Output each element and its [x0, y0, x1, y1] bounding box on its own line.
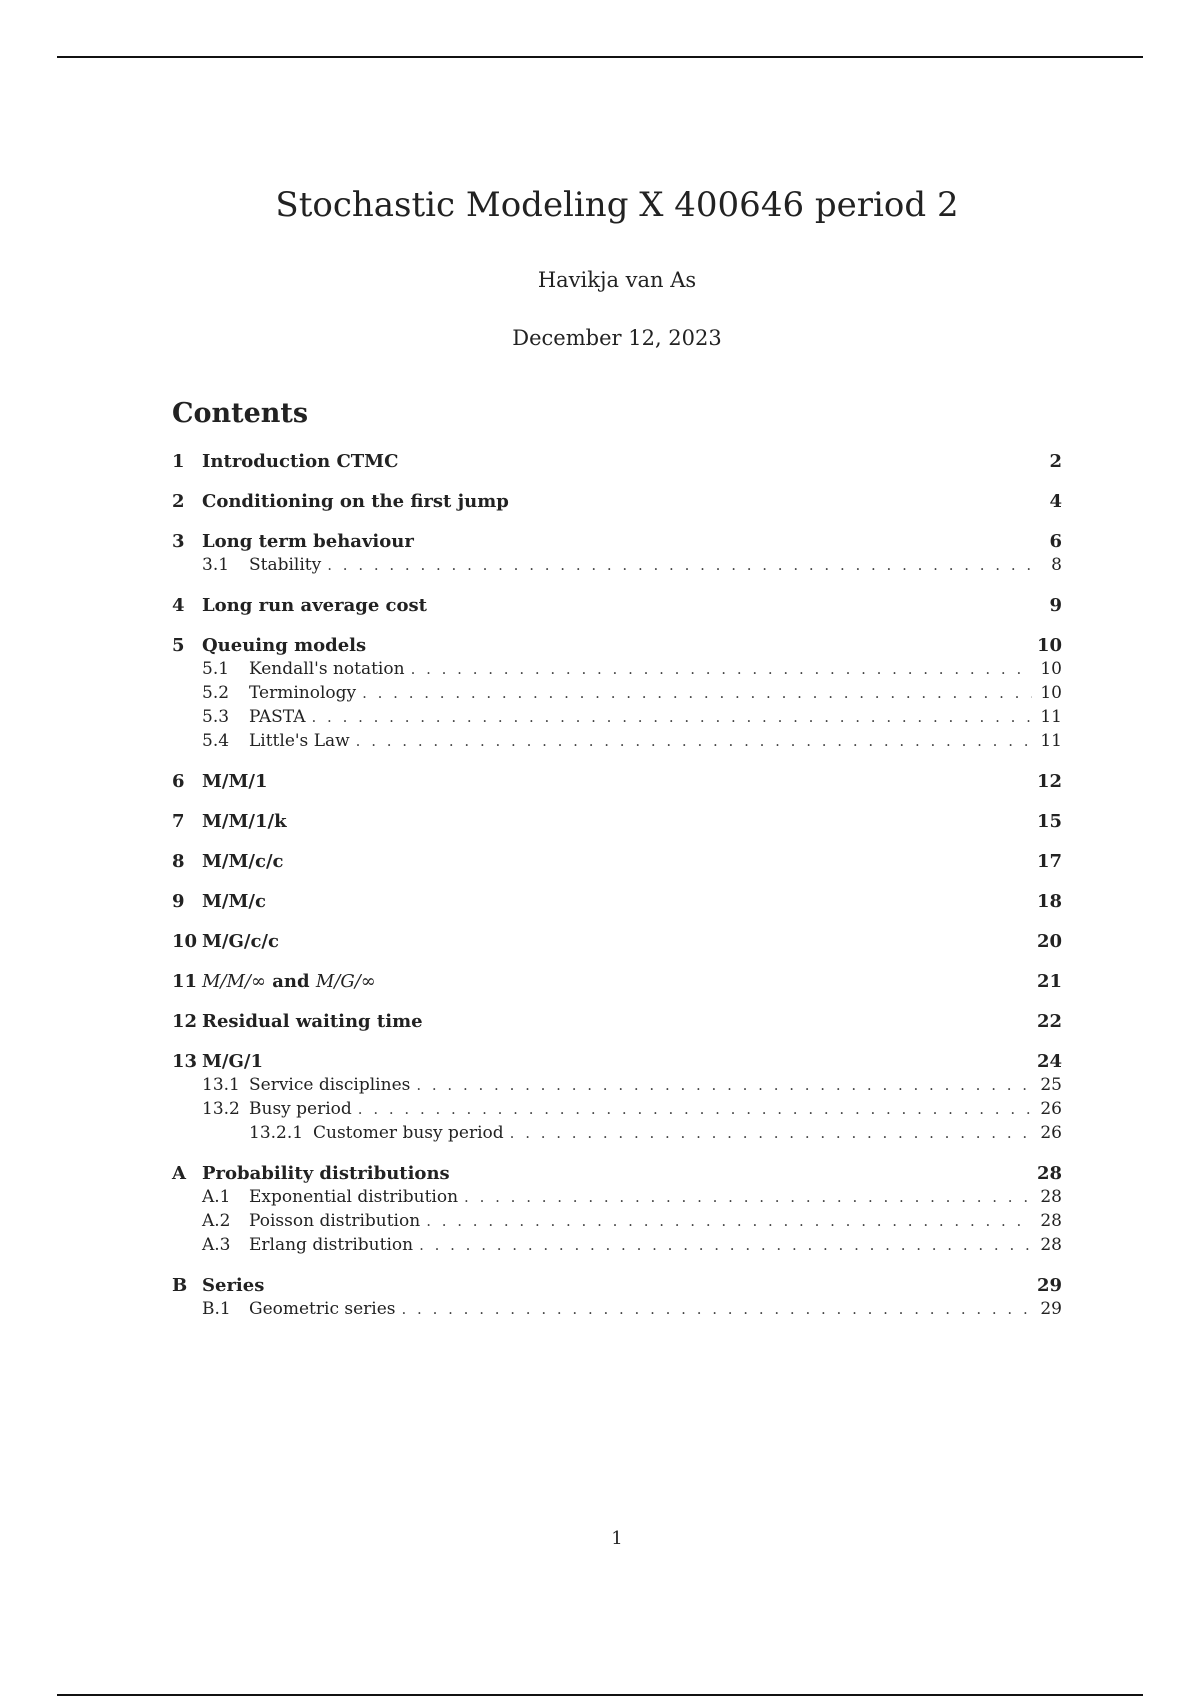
toc-section-page: 17: [1036, 851, 1062, 872]
toc-section-label: M/M/c: [202, 891, 266, 912]
toc-section-page: 24: [1036, 1051, 1062, 1072]
toc-section-number: 2: [172, 491, 185, 512]
toc-section-label: Conditioning on the first jump: [202, 491, 509, 512]
toc-label-connector: and: [265, 971, 316, 992]
toc-section-number: 8: [172, 851, 185, 872]
toc-subsection-row[interactable]: [172, 1187, 1062, 1211]
toc-subsection-row[interactable]: [172, 1211, 1062, 1235]
toc-subsection-page: 28: [1040, 1187, 1062, 1207]
toc-section-label: M/G/1: [202, 1051, 263, 1072]
toc-subsection-label: PASTA: [249, 707, 306, 727]
toc-section-page: 9: [1049, 595, 1062, 616]
toc-leader-dots: [362, 684, 1032, 702]
toc-subsubsection-label: Customer busy period: [313, 1123, 504, 1143]
toc-section-label: Long run average cost: [202, 595, 427, 616]
toc-section: [172, 451, 1062, 475]
toc-subsection-label: Busy period: [249, 1099, 352, 1119]
toc-section-page: 12: [1036, 771, 1062, 792]
toc-subsection-page: 10: [1040, 659, 1062, 679]
toc-subsection-number: 13.1: [202, 1075, 240, 1095]
toc-section-row[interactable]: [172, 1011, 1062, 1035]
toc-section-page: 22: [1036, 1011, 1062, 1032]
toc-section-row[interactable]: [172, 451, 1062, 475]
toc-leader-dots: [327, 556, 1032, 574]
toc-subsection-page: 28: [1040, 1235, 1062, 1255]
toc-subsection-label: Exponential distribution: [249, 1187, 459, 1207]
toc-subsection-number: A.3: [202, 1235, 231, 1255]
toc-section-label: Series: [202, 1275, 265, 1296]
toc-section-row[interactable]: [172, 635, 1062, 659]
toc-subsection-label: Stability: [249, 555, 322, 575]
toc-section-row[interactable]: [172, 931, 1062, 955]
toc-leader-dots: [402, 1300, 1032, 1318]
toc-section-page: 21: [1036, 971, 1062, 992]
toc-math-label: M/M/∞: [202, 971, 266, 992]
toc-leader-dots: [419, 1236, 1032, 1254]
toc-math-label: M/G/∞: [315, 971, 376, 992]
toc-section-number: A: [172, 1163, 186, 1184]
toc-section: [172, 595, 1062, 619]
toc-section-number: 9: [172, 891, 185, 912]
toc-section-label: M/M/1/k: [202, 811, 287, 832]
toc-section-row[interactable]: [172, 1163, 1062, 1187]
toc-section-number: 13: [172, 1051, 198, 1072]
toc-section-number: 12: [172, 1011, 198, 1032]
toc-subsection-label: Kendall's notation: [249, 659, 405, 679]
toc-leader-dots: [358, 1100, 1032, 1118]
toc-section: [172, 931, 1062, 955]
toc-subsection-row[interactable]: [172, 1299, 1062, 1323]
toc-subsection-row[interactable]: [172, 707, 1062, 731]
toc-subsection-row[interactable]: [172, 1099, 1062, 1123]
toc-subsection-label: Erlang distribution: [249, 1235, 414, 1255]
toc-section: [172, 635, 1062, 755]
bottom-rule: [57, 1694, 1143, 1696]
toc-section-number: 7: [172, 811, 185, 832]
toc-leader-dots: [416, 1076, 1032, 1094]
toc-section: [172, 891, 1062, 915]
toc-section-page: 28: [1036, 1163, 1062, 1184]
toc-section-row[interactable]: [172, 971, 1062, 995]
top-rule: [57, 56, 1143, 58]
toc-subsection-page: 11: [1040, 707, 1062, 727]
toc-subsection-page: 25: [1040, 1075, 1062, 1095]
toc-section: [172, 771, 1062, 795]
toc-section-label: Probability distributions: [202, 1163, 450, 1184]
toc-subsection-number: 5.1: [202, 659, 230, 679]
toc-section-label: [202, 971, 1037, 992]
toc-section-row[interactable]: [172, 771, 1062, 795]
toc-section-number: 4: [172, 595, 185, 616]
toc-subsection-number: 5.4: [202, 731, 230, 751]
toc-section-label: Long term behaviour: [202, 531, 414, 552]
toc-section-number: 10: [172, 931, 198, 952]
document-author: Havikja van As: [537, 268, 697, 292]
toc-leader-dots: [411, 660, 1032, 678]
toc-section-label: Queuing models: [202, 635, 367, 656]
toc-section: [172, 811, 1062, 835]
toc-subsection-row[interactable]: [172, 1235, 1062, 1259]
toc-section-row[interactable]: [172, 891, 1062, 915]
toc-subsection-number: A.1: [202, 1187, 231, 1207]
toc-subsection-page: 28: [1040, 1211, 1062, 1231]
toc-section-row[interactable]: [172, 491, 1062, 515]
toc-subsubsection-page: 26: [1040, 1123, 1062, 1143]
toc-section-page: 18: [1036, 891, 1062, 912]
toc-section-page: 10: [1036, 635, 1062, 656]
toc-subsection-label: Little's Law: [249, 731, 350, 751]
toc-section: [172, 491, 1062, 515]
toc-section: [172, 1051, 1062, 1147]
toc-subsection-page: 10: [1040, 683, 1062, 703]
toc-subsection-page: 11: [1040, 731, 1062, 751]
toc-section-page: 15: [1036, 811, 1062, 832]
toc-section: [172, 531, 1062, 579]
toc-section-label: M/G/c/c: [202, 931, 279, 952]
document-title: Stochastic Modeling X 400646 period 2: [275, 185, 959, 225]
toc-section-label: M/M/1: [202, 771, 268, 792]
toc-leader-dots: [510, 1124, 1032, 1142]
page-number: 1: [611, 1528, 623, 1549]
toc-subsection-row[interactable]: [172, 1075, 1062, 1099]
toc-subsection-number: 13.2: [202, 1099, 240, 1119]
toc-section-row[interactable]: [172, 1275, 1062, 1299]
toc-section-label: M/M/c/c: [202, 851, 284, 872]
toc-section: [172, 851, 1062, 875]
toc-section-row[interactable]: [172, 531, 1062, 555]
toc-subsection-number: 5.3: [202, 707, 230, 727]
toc-subsection-row[interactable]: [172, 555, 1062, 579]
toc-section-number: 3: [172, 531, 185, 552]
toc-section: [172, 971, 1062, 995]
toc-subsubsection-number: 13.2.1: [249, 1123, 304, 1143]
toc-subsection-label: Service disciplines: [249, 1075, 411, 1095]
toc-section-row[interactable]: [172, 595, 1062, 619]
toc-subsection-label: Poisson distribution: [249, 1211, 421, 1231]
toc-appendix: [172, 1163, 1062, 1259]
toc-leader-dots: [356, 732, 1032, 750]
contents-heading: Contents: [172, 398, 309, 429]
table-of-contents: [172, 398, 1062, 1339]
toc-subsection-page: 8: [1051, 555, 1062, 575]
toc-subsection-number: A.2: [202, 1211, 231, 1231]
toc-subsection-number: 5.2: [202, 683, 230, 703]
toc-subsection-row[interactable]: [172, 683, 1062, 707]
toc-section-page: 6: [1049, 531, 1062, 552]
toc-appendix: [172, 1275, 1062, 1323]
toc-section-number: 1: [172, 451, 185, 472]
toc-subsection-page: 26: [1040, 1099, 1062, 1119]
toc-subsection-label: Terminology: [249, 683, 357, 703]
toc-section-row[interactable]: [172, 1051, 1062, 1075]
toc-subsection-label: Geometric series: [249, 1299, 396, 1319]
toc-section-row[interactable]: [172, 811, 1062, 835]
toc-section-label: Residual waiting time: [202, 1011, 423, 1032]
toc-section-number: 5: [172, 635, 185, 656]
toc-section: [172, 1011, 1062, 1035]
toc-section-number: 6: [172, 771, 185, 792]
toc-section-page: 29: [1036, 1275, 1062, 1296]
toc-section-page: 20: [1036, 931, 1062, 952]
toc-leader-dots: [426, 1212, 1032, 1230]
toc-leader-dots: [464, 1188, 1032, 1206]
toc-subsection-number: B.1: [202, 1299, 231, 1319]
toc-subsection-number: 3.1: [202, 555, 230, 575]
toc-subsection-row[interactable]: [172, 731, 1062, 755]
document-date: December 12, 2023: [512, 326, 722, 350]
toc-section-number: B: [172, 1275, 188, 1296]
toc-subsection-page: 29: [1040, 1299, 1062, 1319]
toc-section-page: 2: [1049, 451, 1062, 472]
toc-subsection-row[interactable]: [172, 659, 1062, 683]
toc-section-page: 4: [1049, 491, 1062, 512]
toc-leader-dots: [312, 708, 1033, 726]
toc-section-row[interactable]: [172, 851, 1062, 875]
toc-subsubsection-row[interactable]: [172, 1123, 1062, 1147]
toc-section-number: 11: [172, 971, 198, 992]
toc-section-label: Introduction CTMC: [202, 451, 399, 472]
